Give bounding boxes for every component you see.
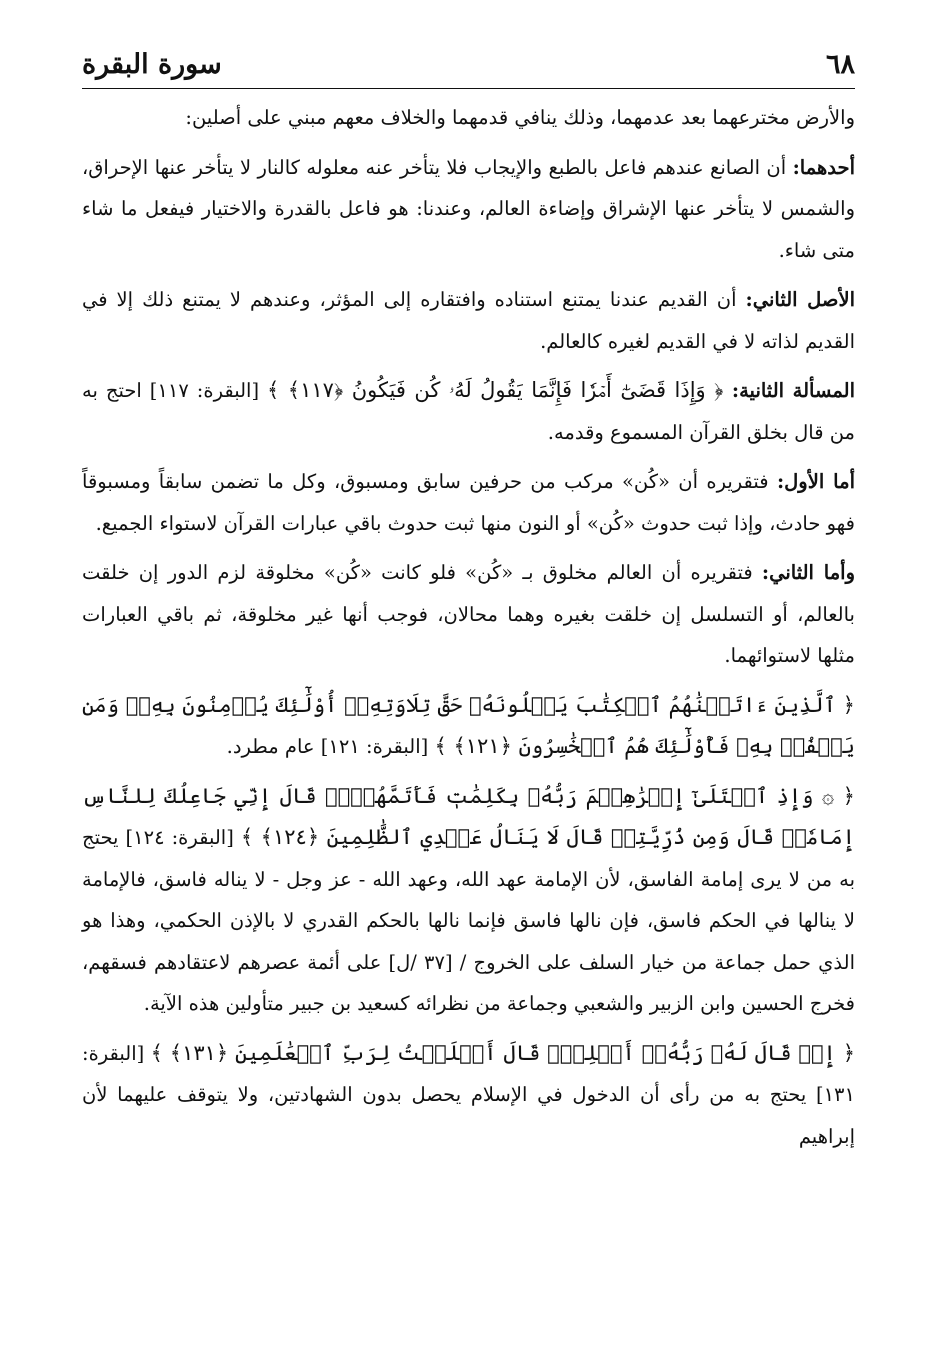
paragraph	[82, 461, 855, 544]
paragraph-text: [البقرة: ١٢١] عام مطرد.	[226, 735, 435, 758]
paragraph-text: [البقرة: ١٣١] يحتج به من رأى أن الدخول في الإسلام يحصل بدون الشهادتين، ولا يتوقف عليهما لأن إبراهيم	[82, 1041, 855, 1148]
paragraph-text: فتقريره أن العالم مخلوق بـ «كُن» فلو كانت «كُن» مخلوقة لزم الدور إن خلقت بالعالم، أو التسلسل إن خلقت بغيره وهما محالان، فوجب أنها غير مخلوقة، ثم باقي العبارات مثلها لاستوائهما.	[82, 561, 855, 667]
paragraph-text: [البقرة: ١٢٤] يحتج به من لا يرى إمامة الفاسق، لأن الإمامة عهد الله، وعهد الله - عز وجل - لا يناله فاسق، فالإمامة لا ينالها في الحكم فاسق، فإن نالها فاسق فإنما نالها بالحكم القدري لا بالإذن الحكمي، وهذا هو الذي حمل جماعة من خيار السلف على الخروج / [٣٧ /ل] على أئمة عصرهم لاعتقادهم فسقهم، فخرج الحسين وابن الزبير والشعبي وجماعة من نظرائه كسعيد بن جبير متأولين هذه الآية.	[82, 826, 855, 1015]
paragraph	[82, 279, 855, 362]
paragraph-lead: أما الأول:	[776, 470, 855, 493]
paragraph-text: أن القديم عندنا يمتنع استناده وافتقاره إلى المؤثر، وعندهم لا يمتنع ذلك إلا في القديم لذاته لا في القديم لغيره كالعالم.	[82, 288, 855, 353]
paragraph-text: فتقريره أن «كُن» مركب من حرفين سابق ومسبوق، وكل ما تضمن سابقاً ومسبوقاً فهو حادث، وإذا ثبت حدوث «كُن» أو النون منها ثبت حدوث باقي عبارات القرآن لاستواء الجميع.	[82, 470, 855, 535]
paragraph	[82, 97, 855, 139]
paragraph	[82, 1033, 855, 1158]
page-body	[82, 97, 855, 1157]
paragraph	[82, 370, 855, 453]
paragraph-lead: وأما الثاني:	[761, 561, 855, 584]
paragraph-text: أن الصانع عندهم فاعل بالطبع والإيجاب فلا يتأخر عنه معلوله كالنار لا يتأخر عنها الإحراق، والشمس لا يتأخر عنها الإشراق وإضاءة العالم، وعندنا: هو فاعل بالقدرة والاختيار فيفعل ما شاء متى شاء.	[82, 155, 855, 262]
header-rule	[82, 88, 855, 89]
paragraph-text: والأرض مخترعهما بعد عدمهما، وذلك ينافي قدمهما والخلاف معهم مبني على أصلين:	[185, 106, 855, 129]
paragraph-lead: المسألة الثانية:	[731, 379, 855, 402]
paragraph-lead: الأصل الثاني:	[745, 288, 855, 311]
paragraph-lead: أحدهما:	[792, 155, 855, 179]
paragraph-text: [البقرة: ١١٧] احتج به من قال بخلق القرآن المسموع وقدمه.	[82, 379, 855, 444]
page-number: ٦٨	[825, 49, 855, 80]
paragraph	[82, 147, 855, 272]
surah-title: سورة البقرة	[82, 49, 222, 80]
quran-verse: ﴿ إِذۡ قَالَ لَهُۥ رَبُّهُۥٓ أَسۡلِمۡۖ قَالَ أَسۡلَمۡتُ لِرَبِّ ٱلۡعَٰلَمِينَ ﴿١٣١﴾ ﴾	[150, 1040, 855, 1065]
paragraph	[82, 552, 855, 677]
quran-verse: ﴿ وَإِذَا قَضَىٰٓ أَمۡرٗا فَإِنَّمَا يَقُولُ لَهُۥ كُن فَيَكُونُ ﴿١١٧﴾ ﴾	[267, 378, 732, 402]
quran-verse: ﴿ ۞ وَإِذِ ٱبۡتَلَىٰٓ إِبۡرَٰهِـۧمَ رَبُّهُۥ بِكَلِمَٰتٖ فَأَتَمَّهُنَّۖ قَالَ إِنِّي جَاعِلُكَ لِلنَّاسِ إِمَامٗاۖ قَالَ وَمِن ذُرِّيَّتِيۖ قَالَ لَا يَنَالُ عَهۡدِي ٱلظَّٰلِمِينَ ﴿١٢٤﴾ ﴾	[82, 783, 855, 849]
page-header	[82, 34, 855, 80]
quran-verse: ﴿ ٱلَّذِينَ ءَاتَيۡنَٰهُمُ ٱلۡكِتَٰبَ يَتۡلُونَهُۥ حَقَّ تِلَاوَتِهِۦٓ أُوْلَٰٓئِكَ يُؤۡمِنُونَ بِهِۦۗ وَمَن يَكۡفُرۡ بِهِۦ فَأُوْلَٰٓئِكَ هُمُ ٱلۡخَٰسِرُونَ ﴿١٢١﴾ ﴾	[82, 692, 855, 758]
paragraph	[82, 685, 855, 768]
paragraph	[82, 776, 855, 1025]
